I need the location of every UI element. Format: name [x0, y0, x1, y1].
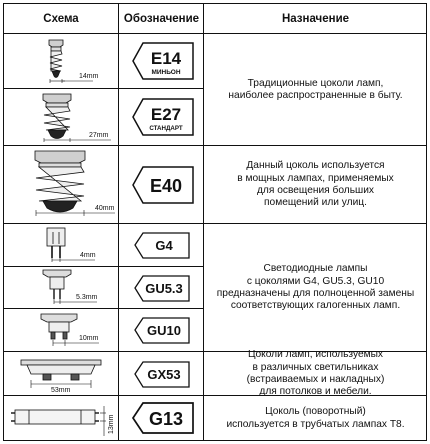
purpose-led-bases [204, 224, 427, 352]
purpose-line: для освещения больших [256, 185, 375, 196]
e27-code: E27 [150, 105, 182, 124]
e40-scheme-drawing [3, 146, 119, 224]
e14-subtitle: МИНЬОН [151, 69, 181, 76]
e27-scheme-drawing [3, 89, 119, 146]
gu53-scheme-drawing [3, 267, 119, 309]
e14-dimension-label: 14mm [79, 73, 99, 80]
purpose-e14-e27 [204, 34, 427, 146]
e14-badge [119, 34, 204, 89]
g4-badge [119, 224, 204, 267]
purpose-line: наиболее распространенные в быту. [228, 90, 403, 101]
lamp-base-table [3, 3, 427, 441]
purpose-line: Цоколи ламп, используемых [247, 349, 384, 361]
purpose-line: помещений или улиц. [264, 197, 367, 209]
g13-code: G13 [148, 409, 184, 429]
purpose-g13 [204, 396, 427, 441]
e27-subtitle: СТАНДАРТ [149, 125, 183, 132]
gx53-code: GX53 [147, 367, 181, 382]
e40-badge [119, 146, 204, 224]
purpose-e40 [204, 146, 427, 224]
purpose-line: в различных светильниках [252, 361, 379, 373]
gu10-scheme-drawing [3, 309, 119, 352]
purpose-line: (встраиваемых и накладных) [246, 374, 385, 385]
gu53-dimension-label: 5.3mm [76, 294, 98, 301]
gx53-scheme-drawing [3, 352, 119, 396]
purpose-line: для потолков и мебели. [259, 386, 372, 398]
gu10-dimension-label: 10mm [79, 335, 99, 342]
e14-code: E14 [150, 49, 182, 68]
purpose-gx53 [204, 349, 427, 398]
purpose-line: в мощных лампах, применяемых [237, 172, 394, 184]
gx53-dimension-label: 53mm [51, 387, 71, 394]
e40-dimension-label: 40mm [95, 205, 115, 212]
g4-code: G4 [155, 238, 173, 253]
e27-badge [119, 89, 204, 146]
g4-scheme-drawing [3, 224, 119, 267]
g13-dimension-label: 13mm [108, 414, 115, 434]
e40-code: E40 [149, 176, 183, 196]
purpose-line: соответствующих галогенных ламп. [230, 300, 401, 312]
g13-scheme-drawing [3, 396, 119, 441]
purpose-line: Данный цоколь используется [246, 160, 385, 172]
purpose-line: предназначены для полноценной замены [216, 288, 415, 299]
gx53-badge [119, 352, 204, 396]
header-designation: Обозначение [123, 12, 200, 25]
purpose-line: с цоколями G4, GU5.3, GU10 [246, 275, 385, 287]
gu53-code: GU5.3 [145, 281, 183, 296]
purpose-line: используется в трубчатых лампах Т8. [226, 418, 405, 430]
g13-badge [119, 396, 204, 441]
e27-dimension-label: 27mm [89, 132, 109, 139]
gu53-badge [119, 267, 204, 309]
purpose-line: Цоколь (поворотный) [265, 406, 366, 418]
gu10-code: GU10 [147, 323, 181, 338]
g4-dimension-label: 4mm [80, 252, 96, 259]
header-scheme: Схема [43, 12, 79, 25]
e14-scheme-drawing [3, 34, 119, 89]
gu10-badge [119, 309, 204, 352]
header-purpose: Назначение [281, 12, 350, 25]
purpose-line: Традиционные цоколи ламп, [247, 77, 384, 89]
purpose-line: Светодиодные лампы [263, 263, 368, 275]
